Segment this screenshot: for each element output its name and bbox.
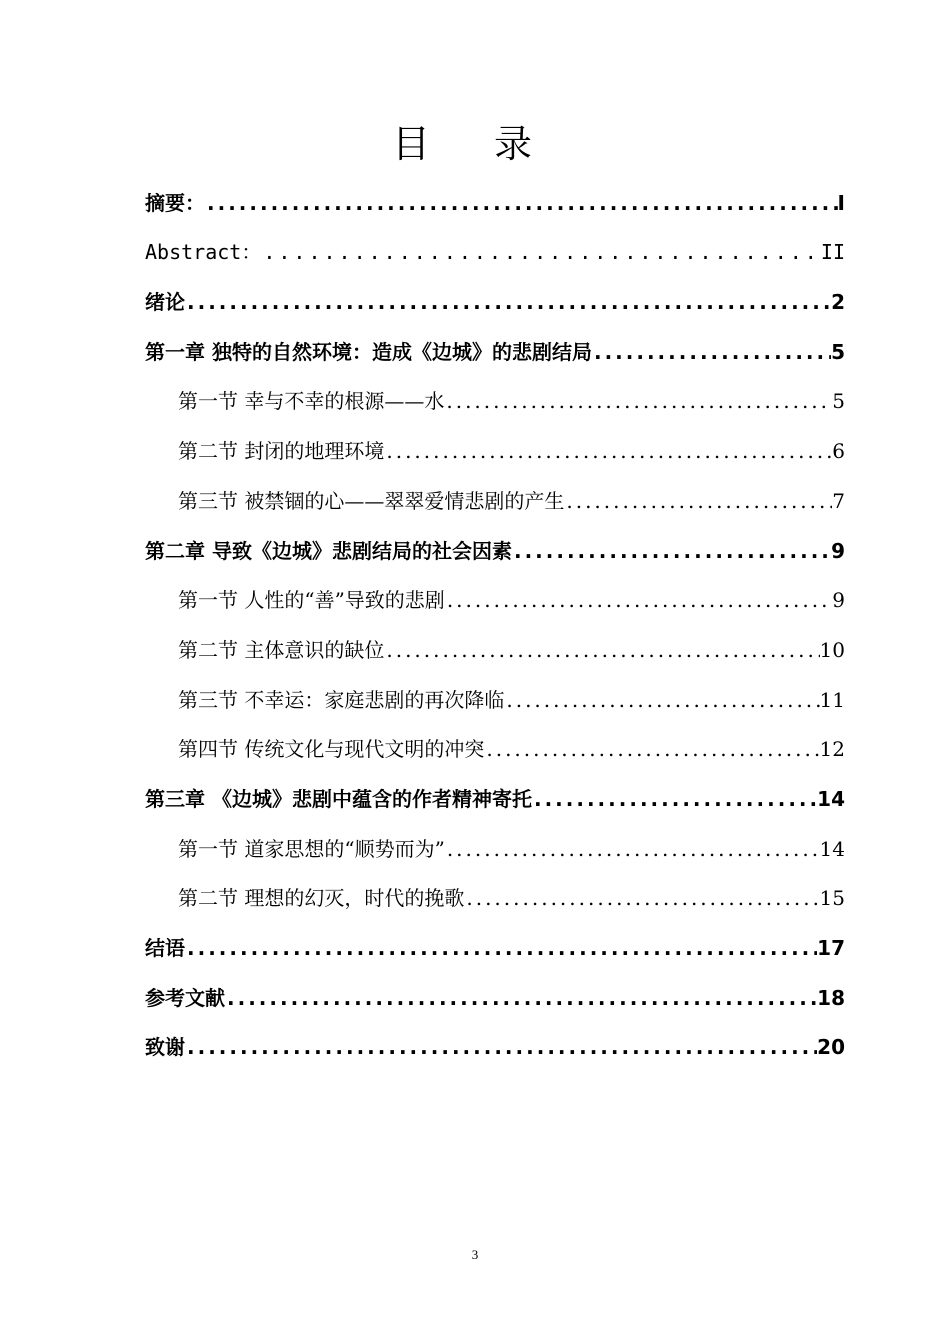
- toc-entry-label: 第三节 不幸运：家庭悲剧的再次降临: [178, 687, 505, 712]
- toc-entry-label: 第三章 《边城》悲剧中蕴含的作者精神寄托: [145, 786, 532, 811]
- toc-entry-label: 第三节 被禁锢的心——翠翠爱情悲剧的产生: [178, 488, 565, 513]
- toc-entry-chapter-3[interactable]: [145, 764, 845, 814]
- toc-entry-page: 18: [817, 985, 845, 1010]
- toc-entry-references[interactable]: [145, 963, 845, 1013]
- toc-entry-chapter-3-section-2[interactable]: [145, 864, 845, 914]
- toc-entry-label: 第一章 独特的自然环境：造成《边城》的悲剧结局: [145, 339, 592, 364]
- toc-entry-page: 2: [831, 290, 845, 315]
- toc-entry-page: 20: [817, 1035, 845, 1060]
- toc-entry-label: 第一节 幸与不幸的根源——水: [178, 389, 445, 414]
- toc-entry-label: 致谢: [145, 1035, 185, 1060]
- toc-entry-page: I: [837, 190, 845, 215]
- toc-dot-leader: [512, 536, 831, 566]
- toc-entry-abstract-cn[interactable]: [145, 168, 845, 218]
- toc-entry-chapter-2-section-3[interactable]: [145, 665, 845, 715]
- toc-entry-label: 参考文献: [145, 985, 225, 1010]
- toc-dot-leader: [384, 635, 819, 665]
- toc-dot-leader: [445, 834, 820, 864]
- toc-dot-leader: [532, 784, 817, 814]
- toc-entry-chapter-1[interactable]: [145, 317, 845, 367]
- toc-entry-label: Abstract：: [145, 240, 262, 265]
- toc-entry-page: 17: [817, 936, 845, 960]
- toc-entry-page: 11: [819, 687, 845, 712]
- toc-entry-chapter-2-section-2[interactable]: [145, 615, 845, 665]
- toc-entry-label: 第一节 道家思想的“顺势而为”: [178, 836, 445, 861]
- toc-dot-leader: [225, 983, 817, 1013]
- toc-entry-page: 7: [832, 488, 845, 513]
- toc-entry-abstract-en[interactable]: [145, 218, 845, 268]
- toc-entry-chapter-2-section-1[interactable]: [145, 566, 845, 616]
- toc-entry-acknowledgements[interactable]: [145, 1013, 845, 1063]
- toc-entry-page: 14: [817, 786, 845, 811]
- toc-entry-chapter-1-section-1[interactable]: [145, 367, 845, 417]
- toc-entry-page: 9: [831, 538, 845, 563]
- table-of-contents: [145, 168, 845, 1062]
- toc-entry-conclusion[interactable]: [145, 913, 845, 963]
- toc-entry-chapter-1-section-3[interactable]: [145, 466, 845, 516]
- toc-entry-label: 第二节 主体意识的缺位: [178, 637, 385, 662]
- toc-entry-page: 5: [832, 389, 845, 414]
- toc-dot-leader: [504, 685, 819, 715]
- toc-dot-leader: [205, 188, 838, 218]
- toc-entry-label: 第二节 理想的幻灭，时代的挽歌: [178, 886, 465, 911]
- toc-dot-leader: [564, 486, 832, 516]
- toc-entry-label: 第四节 传统文化与现代文明的冲突: [178, 737, 485, 762]
- toc-entry-page: II: [820, 240, 845, 265]
- toc-entry-chapter-3-section-1[interactable]: [145, 814, 845, 864]
- toc-dot-leader: [185, 1032, 817, 1062]
- toc-entry-label: 摘要：: [145, 190, 205, 215]
- toc-entry-page: 9: [832, 588, 845, 613]
- toc-entry-label: 第一节 人性的“善”导致的悲剧: [178, 588, 445, 613]
- toc-dot-leader: [185, 933, 817, 963]
- toc-entry-page: 6: [832, 439, 845, 464]
- toc-entry-label: 第二节 封闭的地理环境: [178, 439, 385, 464]
- toc-dot-leader: [261, 237, 821, 267]
- toc-dot-leader: [445, 585, 832, 615]
- toc-dot-leader: [185, 287, 831, 317]
- toc-dot-leader: [444, 386, 832, 416]
- toc-dot-leader: [384, 436, 832, 466]
- toc-entry-page: 12: [819, 737, 845, 762]
- toc-entry-page: 14: [819, 836, 845, 861]
- toc-entry-chapter-2[interactable]: [145, 516, 845, 566]
- toc-entry-label: 结语: [145, 936, 185, 960]
- toc-entry-page: 15: [819, 886, 845, 911]
- toc-dot-leader: [592, 337, 831, 367]
- page-title: 目 录: [391, 122, 559, 166]
- toc-entry-label: 第二章 导致《边城》悲剧结局的社会因素: [145, 538, 512, 563]
- toc-dot-leader: [464, 883, 819, 913]
- page-number: 3: [471, 1247, 479, 1262]
- toc-dot-leader: [484, 734, 819, 764]
- toc-entry-label: 绪论: [145, 290, 185, 315]
- toc-entry-page: 10: [819, 637, 845, 662]
- toc-entry-chapter-2-section-4[interactable]: [145, 715, 845, 765]
- toc-entry-page: 5: [831, 339, 845, 364]
- toc-entry-chapter-1-section-2[interactable]: [145, 416, 845, 466]
- toc-entry-introduction[interactable]: [145, 267, 845, 317]
